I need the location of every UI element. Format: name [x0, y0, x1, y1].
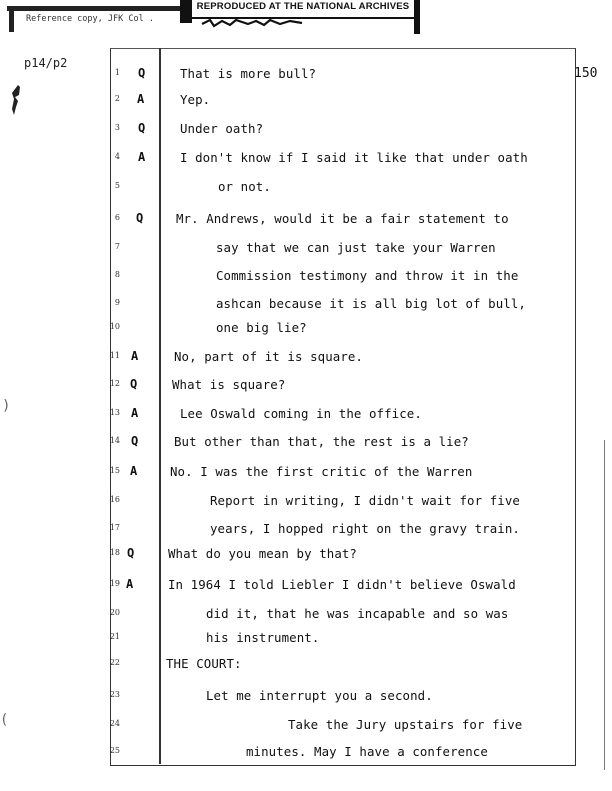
ink-mark-icon: [12, 85, 21, 115]
transcript-line: Report in writing, I didn't wait for five: [210, 493, 520, 508]
line-number: 25: [109, 746, 120, 755]
transcript-line: did it, that he was incapable and so was: [206, 606, 509, 621]
line-number: 4: [114, 152, 120, 161]
line-number: 5: [114, 181, 120, 190]
transcript-line: Let me interrupt you a second.: [206, 688, 433, 703]
line-number: 17: [109, 523, 120, 532]
line-number: 19: [109, 579, 120, 588]
left-edge-tick: [9, 10, 14, 32]
line-number: 13: [109, 408, 120, 417]
line-number: 11: [109, 351, 120, 360]
speaker-label: Q: [136, 211, 144, 225]
margin-mark-icon: ): [2, 398, 11, 414]
stamp-scribble-icon: [200, 18, 304, 28]
transcript-line: What is square?: [172, 377, 286, 392]
page-number: 150: [574, 66, 598, 81]
reference-copy-label: Reference copy, JFK Col .: [26, 14, 154, 24]
speaker-label: A: [126, 577, 134, 591]
stamp-right-bar: [414, 0, 420, 34]
speaker-label: Q: [130, 377, 138, 391]
line-number: 8: [114, 270, 120, 279]
line-number: 18: [109, 548, 120, 557]
line-number: 16: [109, 495, 120, 504]
transcript-line: minutes. May I have a conference: [246, 744, 488, 759]
speaker-column-rule: [159, 48, 161, 764]
line-number: 23: [109, 690, 120, 699]
transcript-line: In 1964 I told Liebler I didn't believe Oswald: [168, 577, 516, 592]
transcript-line: Yep.: [180, 92, 211, 107]
page-edge-line: [604, 440, 605, 770]
line-number: 21: [109, 632, 120, 641]
line-number: 14: [109, 436, 120, 445]
transcript-line: No, part of it is square.: [174, 349, 363, 364]
speaker-label: A: [131, 349, 139, 363]
transcript-line: his instrument.: [206, 630, 320, 645]
transcript-line: years, I hopped right on the gravy train.: [210, 521, 520, 536]
line-number: 20: [109, 608, 120, 617]
transcript-line: one big lie?: [216, 320, 307, 335]
transcript-line: ashcan because it is all big lot of bull,: [216, 296, 526, 311]
line-number: 22: [109, 658, 120, 667]
line-number: 9: [114, 298, 120, 307]
speaker-label: Q: [127, 546, 135, 560]
speaker-label: A: [130, 464, 138, 478]
speaker-label: Q: [138, 121, 146, 135]
transcript-line: Take the Jury upstairs for five: [288, 717, 523, 732]
stamp-left-tab: [180, 0, 192, 23]
transcript-line: or not.: [218, 179, 271, 194]
transcript-line: That is more bull?: [180, 66, 317, 81]
transcript-line: But other than that, the rest is a lie?: [174, 434, 469, 449]
speaker-label: A: [131, 406, 139, 420]
line-number: 10: [109, 322, 120, 331]
transcript-line: What do you mean by that?: [168, 546, 357, 561]
archives-stamp: REPRODUCED AT THE NATIONAL ARCHIVES: [192, 0, 414, 19]
line-number: 24: [109, 719, 120, 728]
transcript-line: Lee Oswald coming in the office.: [180, 406, 422, 421]
line-number: 15: [109, 466, 120, 475]
line-number: 6: [114, 213, 120, 222]
transcript-line: Under oath?: [180, 121, 264, 136]
transcript-line: THE COURT:: [166, 656, 242, 671]
line-number: 2: [114, 94, 120, 103]
transcript-line: say that we can just take your Warren: [216, 240, 496, 255]
transcript-line: Mr. Andrews, would it be a fair statement to: [176, 211, 509, 226]
line-number: 12: [109, 379, 120, 388]
speaker-label: A: [138, 150, 146, 164]
line-number: 3: [114, 123, 120, 132]
speaker-label: Q: [131, 434, 139, 448]
line-number: 1: [114, 68, 120, 77]
speaker-label: Q: [138, 66, 146, 80]
page-id: p14/p2: [24, 56, 68, 70]
line-number: 7: [114, 242, 120, 251]
top-edge-bar: [7, 6, 187, 11]
transcript-line: No. I was the first critic of the Warren: [170, 464, 473, 479]
transcript-line: I don't know if I said it like that under oath: [180, 150, 528, 165]
speaker-label: A: [137, 92, 145, 106]
transcript-line: Commission testimony and throw it in the: [216, 268, 519, 283]
margin-mark-icon: (: [0, 712, 9, 728]
